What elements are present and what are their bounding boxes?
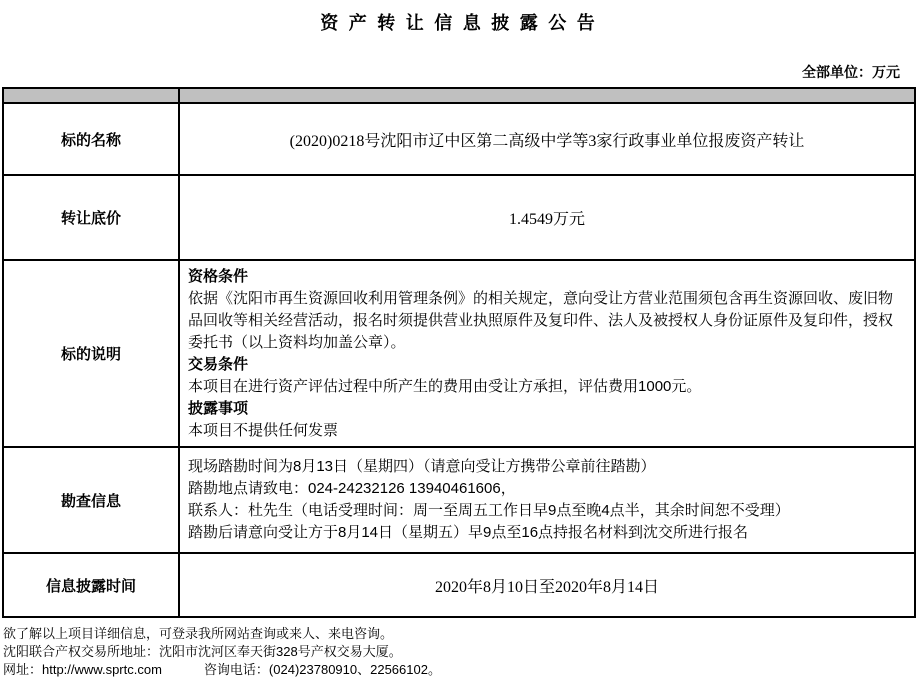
- trade-conditions-body: 本项目在进行资产评估过程中所产生的费用由受让方承担，评估费用1000元。: [188, 378, 702, 395]
- disclosure-matters-body: 本项目不提供任何发票: [188, 422, 339, 439]
- row-transfer-base-price: [3, 175, 915, 260]
- page-title: 资 产 转 让 信 息 披 露 公 告: [320, 13, 598, 33]
- row-disclosure-period: [3, 553, 915, 617]
- unit-note: 全部单位：万元: [802, 64, 900, 80]
- survey-line-contact: 联系人：杜先生（电话受理时间：周一至周五工作日早9点至晚4点半，其余时间恕不受理）: [188, 502, 790, 519]
- survey-line-phone: 踏勘地点请致电：024-24232126 13940461606，: [188, 480, 516, 497]
- footer-phone: 咨询电话：(024)23780910、22566102。: [203, 662, 441, 677]
- footer-line-address: 沈阳联合产权交易所地址：沈阳市沈河区奉天街328号产权交易大厦。: [3, 644, 402, 659]
- header-cell-left: [3, 88, 179, 103]
- disclosure-period-label: 信息披露时间: [3, 553, 179, 617]
- trade-conditions-heading: 交易条件: [188, 356, 249, 373]
- row-subject-name: [3, 103, 915, 175]
- qualification-conditions-heading: 资格条件: [188, 268, 249, 285]
- footer-line-inquiry: 欲了解以上项目详细信息，可登录我所网站查询或来人、来电咨询。: [3, 626, 394, 641]
- subject-name-value: (2020)0218号沈阳市辽中区第二高级中学等3家行政事业单位报废资产转让: [179, 103, 915, 175]
- survey-info-content: [179, 447, 915, 553]
- table-header-row: [3, 88, 915, 103]
- footer-website: 网址：http://www.sprtc.com: [3, 662, 162, 677]
- qualification-conditions-body: 依据《沈阳市再生资源回收利用管理条例》的相关规定，意向受让方营业范围须包含再生资源回收、废旧物品回收等相关经营活动，报名时须提供营业执照原件及复印件、法人及被授权人身份证原件及复印件，授权委托书（以上资料均加盖公章）。: [188, 290, 894, 351]
- disclosure-matters-heading: 披露事项: [188, 400, 249, 417]
- subject-description-content: [179, 260, 915, 447]
- survey-line-signup: 踏勘后请意向受让方于8月14日（星期五）早9点至16点持报名材料到沈交所进行报名: [188, 524, 749, 541]
- row-subject-description: [3, 260, 915, 447]
- footer-line-contact: [3, 661, 918, 679]
- transfer-base-price-label: 转让底价: [3, 175, 179, 260]
- disclosure-period-value: 2020年8月10日至2020年8月14日: [179, 553, 915, 617]
- row-survey-info: [3, 447, 915, 553]
- subject-description-label: 标的说明: [3, 260, 179, 447]
- header-cell-right: [179, 88, 915, 103]
- footer: [3, 625, 918, 679]
- subject-name-label: 标的名称: [3, 103, 179, 175]
- survey-info-label: 勘查信息: [3, 447, 179, 553]
- disclosure-table: [2, 87, 916, 618]
- survey-line-time: 现场踏勘时间为8月13日（星期四）（请意向受让方携带公章前往踏勘）: [188, 458, 656, 475]
- transfer-base-price-value: 1.4549万元: [179, 175, 915, 260]
